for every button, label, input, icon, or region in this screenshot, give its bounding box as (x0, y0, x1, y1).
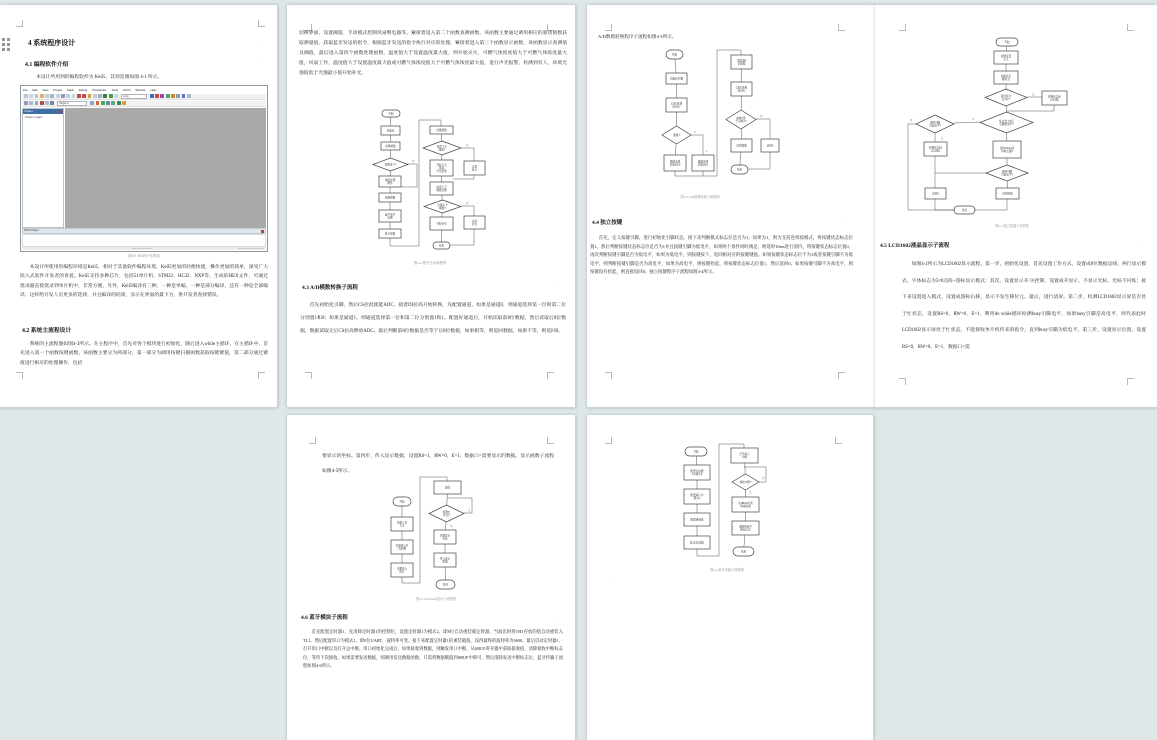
svg-text:配置重装值: 配置重装值 (690, 518, 704, 522)
paragraph: 首先配置定时器1，先清除定时器1的控制位，设置定时器1为模式2，即8位自动重装载定时器，当溢出时将TH1存放的值自动重装入TL1。然后配置串口为模式1，即8位UART，波特率可变。接下来配置定时器1的重装载值，设得最终的波特率为9600。最后启动定时器1，打开串口中断以及打开总中断。串口初始化完成后，如果接收到数据，则触发串口中断，从SBUF寄存器中获取接收值，清除接收中断标志位，等待下次接收。如果需要发送数据，则调用发送数据函数，只需将数据赋值到SBUF中即可，然后清除发送中断标志位，蓝牙传输子流程如图4-6所示。 (303, 629, 563, 669)
svg-text:位为1?: 位为1? (1001, 97, 1011, 101)
figure-caption-4-6: 图4-6 蓝牙传输子流程图 (710, 568, 744, 572)
svg-text:志位置1: 志位置1 (930, 149, 941, 153)
figure-caption-4-2: 图4-2 程序总体流程图 (413, 261, 447, 265)
svg-text:键值处理: 键值处理 (384, 178, 396, 182)
svg-text:结束: 结束 (740, 550, 747, 554)
svg-text:读取前8: 读取前8 (736, 59, 747, 63)
flowchart-bluetooth (678, 440, 778, 562)
text-boundary-mark (1127, 24, 1134, 31)
svg-text:否: 否 (450, 525, 453, 528)
svg-text:位置1和0: 位置1和0 (669, 163, 681, 167)
keil-toolbar-icons (90, 101, 126, 105)
keil-menu-item: Help (150, 88, 157, 92)
keil-menu-item: Edit (32, 88, 38, 92)
keil-toolbar-icons (24, 101, 54, 105)
heading-4-3: 4.3 A/D模数转换子流程 (302, 285, 358, 291)
text-boundary-mark (258, 372, 265, 379)
svg-text:状态?: 状态? (443, 513, 450, 517)
svg-text:打开串口: 打开串口 (739, 452, 750, 456)
svg-text:浓度大于: 浓度大于 (436, 185, 447, 189)
svg-text:放ADC: 放ADC (737, 89, 746, 93)
flowchart-main-program (330, 100, 530, 260)
text-boundary-mark (838, 372, 845, 379)
keil-editor-area (65, 108, 267, 228)
svg-text:按键引脚: 按键引脚 (1001, 170, 1013, 174)
svg-text:查测函数: 查测函数 (384, 196, 396, 200)
svg-text:开始: 开始 (388, 112, 394, 116)
svg-text:初始化引脚: 初始化引脚 (670, 77, 683, 81)
paragraph-mark: · (553, 284, 555, 289)
svg-text:前8位等: 前8位等 (736, 116, 746, 120)
svg-text:开始补光: 开始补光 (436, 222, 447, 226)
svg-text:能ADC: 能ADC (672, 105, 681, 109)
keil-project-panel-header: Project (23, 109, 63, 115)
keil-menu-item: Flash (67, 88, 74, 92)
text-boundary-mark (605, 372, 612, 379)
svg-text:处理函数: 处理函数 (436, 128, 447, 132)
svg-text:模式标志: 模式标志 (1000, 94, 1012, 98)
svg-text:操作: 操作 (387, 181, 393, 185)
heading-4-4: 4.4 独立按键 (592, 220, 623, 226)
svg-text:传入显示: 传入显示 (439, 557, 451, 561)
svg-text:1: 1 (706, 150, 708, 153)
keil-project-tree-item: Project: project (25, 115, 43, 119)
svg-text:结束: 结束 (438, 244, 445, 248)
paragraph-mark: · (259, 60, 261, 65)
paragraph: 首先初始化引脚，然后CS拉低使能ADC，接着DI拉高开始转换，先配置通道，如果是通道0，则通道选择第一位和第二位分别置1和0；如果是通道1，则通道选择第一位和第二位分别置1和1。配置好通道后，开始读取前8位数据，然后读取后8位数据，数据读取完后CS拉高释放ADC。最后判断前8位数据是否等于后8位数据，如果相等，则返回数据，如果不等，则返回0。 (300, 303, 566, 335)
svg-text:阈值处理: 阈值处理 (436, 188, 447, 192)
svg-text:返回数据: 返回数据 (736, 144, 747, 148)
svg-text:通道选择: 通道选择 (669, 160, 681, 164)
svg-text:定义: 定义 (1003, 57, 1009, 61)
svg-text:模式: 模式 (399, 570, 405, 574)
keil-build-output-header: Build Output (22, 228, 266, 234)
svg-text:关闭: 关闭 (471, 219, 478, 223)
svg-text:开始: 开始 (671, 53, 678, 57)
svg-text:志位置1: 志位置1 (1049, 98, 1060, 102)
text-boundary-mark (258, 20, 265, 27)
svg-text:延时10ms消: 延时10ms消 (999, 146, 1015, 150)
svg-text:按键引脚: 按键引脚 (929, 121, 941, 125)
svg-text:否: 否 (910, 119, 913, 122)
flowchart-lcd-display (385, 473, 485, 595)
figure-caption-4-3: 图4-3 A/D数模转换子流程图 (680, 195, 720, 199)
svg-text:断标志位: 断标志位 (740, 528, 751, 532)
svg-text:从SBUF中获: 从SBUF中获 (738, 501, 753, 505)
svg-text:设置显示: 设置显示 (439, 534, 451, 538)
svg-text:风扇: 风扇 (438, 166, 445, 170)
svg-text:配置定时器: 配置定时器 (690, 469, 704, 473)
svg-text:按键变量: 按键变量 (1000, 54, 1012, 58)
svg-text:是: 是 (1032, 93, 1035, 96)
svg-text:返回键值: 返回键值 (1002, 192, 1013, 196)
svg-text:通道?: 通道? (673, 133, 680, 137)
svg-text:初始化: 初始化 (386, 129, 395, 133)
heading-4-6: 4.6 蓝牙模块子流程 (301, 615, 348, 621)
svg-text:设置显示开: 设置显示开 (395, 544, 409, 548)
svg-text:通道选择: 通道选择 (697, 160, 709, 164)
svg-text:模式1: 模式1 (693, 496, 701, 500)
svg-text:结束: 结束 (961, 208, 968, 212)
keil-search-box: mmp (121, 94, 147, 99)
svg-text:开始: 开始 (693, 450, 699, 454)
svg-text:标志位为1且: 标志位为1且 (999, 119, 1014, 123)
svg-text:为高电平?: 为高电平? (929, 124, 941, 128)
svg-text:初始化引: 初始化引 (1000, 74, 1012, 78)
svg-text:按键状态标: 按键状态标 (929, 146, 942, 150)
keil-menu-item: Tools (111, 88, 118, 92)
svg-text:是: 是 (468, 509, 471, 512)
keil-toolbar-1 (22, 94, 266, 101)
svg-text:返回0: 返回0 (766, 144, 774, 148)
svg-text:取接收值: 取接收值 (740, 504, 751, 508)
text-boundary-mark (838, 24, 845, 31)
text-boundary-mark (899, 24, 906, 31)
keil-menu-item: View (42, 88, 49, 92)
paragraph-mark: · (840, 219, 842, 224)
svg-text:是: 是 (749, 491, 752, 494)
svg-text:显示: 显示 (471, 168, 478, 172)
svg-text:阈值?: 阈值? (438, 148, 446, 152)
svg-text:否: 否 (762, 477, 765, 480)
svg-text:否: 否 (412, 160, 415, 163)
svg-text:于后8位?: 于后8位? (735, 119, 747, 123)
svg-text:否: 否 (760, 115, 763, 118)
svg-text:结束: 结束 (442, 583, 449, 587)
svg-text:位数据: 位数据 (737, 62, 746, 66)
keil-menu-item: Debug (78, 88, 88, 92)
svg-text:按键函数: 按键函数 (385, 144, 396, 148)
svg-text:正常: 正常 (471, 165, 478, 169)
svg-text:补光: 补光 (471, 222, 478, 226)
keil-toolbar-2 (22, 101, 266, 108)
keil-menu-item: Peripherals (92, 88, 107, 92)
svg-text:阈值?: 阈值? (439, 206, 446, 210)
svg-text:/关控制: /关控制 (397, 547, 407, 551)
svg-text:按键按下?: 按键按下? (384, 163, 397, 167)
paragraph-mark: · (1140, 242, 1142, 247)
svg-text:CS拉高释: CS拉高释 (735, 86, 748, 90)
svg-text:否: 否 (466, 202, 469, 205)
svg-text:抖标志置0: 抖标志置0 (1001, 149, 1013, 153)
paragraph: 如图4-2所示为LCD1602显示流程，第一步，初始化设置，首先设置工作方式，设置成8位数据总线、两行显示模式、字体标志为5×8点阵+游标显示模式；其次，设置显示开/关控制，设置成开显示、不显示光标、光标不闪烁；接下来设置进入模式，设置成游标右移，显示不发生移位元。最后，进行清屏。第二步，检测LCD1602显示屏是否处于忙状态，设置RS=0，RW=0，E=1，利用do while循环检测busy引脚电平，如果busy引脚是高电平，则代表此时LCD1602显示屏处于忙状态，不能接收单片机传来的指令，直到busy引脚为低电平。第三步，设置显示位置，设置RS=0，RW=0，E=1，数据口=需 (902, 262, 1146, 350)
text-boundary-mark (605, 437, 612, 444)
flowchart-adc (585, 45, 785, 185)
paragraph-mark: · (259, 40, 261, 45)
paragraph: 切换界面、设置阈值、手动模式控制风扇继电器等。紧接着进入第二个函数查测函数，该函数主要通过调用相应的驱动函数获取测量值，获取蓝牙发送的指令，根据蓝牙发送的指令执行对应的处理。紧接着进入第三个函数显示函数，该函数显示查测值及阈值，最后进入第四个函数处理函数，温度值大于设置温度最大值，则开始灭火，可燃气体浓度值大于可燃气体浓度最大值，风扇工作，温度值大于设置温度最大值或可燃气体浓度值大于可燃气体浓度最大值，进行声光报警，检测到有人，环境光强值低于光强最小值开始补光。 (299, 31, 567, 76)
paragraph: 本设计所使用的编程环境是Keil5，相对于其他软件编程环境，Keil5更加的轻便快捷，操作更加的简单，深受广大嵌入式软件开发者的喜爱。Keil5支持多种芯片，包括51单片机、STM32、HC32、NXP等，生成的HEX文件，可通过烧录器直接烧录到单片机中，非常方便。另外，Keil5编译有三种，一种是单编，一种是部分编译，还有一种是全部编译，这样给开发人员更多的选择，并且编译的结果，显示在界面的最下方，供开发者查找错误。 (20, 265, 268, 298)
svg-text:返回0: 返回0 (932, 192, 939, 196)
flowchart-key-scan (900, 33, 1140, 218)
svg-text:显示函数: 显示函数 (384, 232, 396, 236)
text-boundary-mark (547, 437, 554, 444)
svg-text:否: 否 (466, 144, 469, 147)
svg-text:引脚低电平?: 引脚低电平? (999, 122, 1014, 126)
figure-caption-4-5: 图4-5 LCD1602显示子流程图 (415, 597, 457, 601)
paragraph: 首先，定义按键引脚，进行初始化引脚状态。接下来判断模式标志位是否为1，如果为1，则为支持连续按模式，将按键状态标志位置1。然后判断按键状态标志位是否为1并且按键引脚为低电平，如果两个条件同时满足，则延时10ms进行消抖，将按键状态标志位置0。再次判断按键引脚是否为低电平，如果为低电平，则按键按下，返回相对应的按键键值。如果按键状态标志位不为1或者按键引脚不为低电平，则判断按键引脚是否为高电平，如果为高电平，则按键抬起，将按键状态标志位置1，然后返回0。如果按键引脚不为高电平，则按键没有抬起，则直接返回0。独立按键程序子流程如图4-4所示。 (590, 235, 853, 275)
drag-handle-icon[interactable] (2, 38, 13, 53)
paragraph-mark: · (615, 575, 617, 580)
svg-text:配置串口为: 配置串口为 (690, 493, 704, 497)
heading-4-5: 4.5 LCD1602液晶显示子流程 (880, 243, 950, 249)
heading-4-2: 4.2 系统主流程设计 (22, 328, 72, 334)
svg-text:按键状态标: 按键状态标 (1048, 95, 1061, 99)
text-boundary-mark (16, 20, 23, 27)
svg-text:处理: 处理 (387, 216, 393, 220)
paragraph: 系统的主流程图如图4-3所示。在主程序中，首先对各个模块进行初始化，随后进入while主循环，在主循环中，首先进入第一个函数按键函数，该函数主要分为两部分，第一部分为调用按键扫描函数获取按键键值，第二部分通过键值进行相应的处理操作，包括 (20, 342, 268, 366)
svg-text:光强小于: 光强小于 (437, 203, 448, 207)
text-boundary-mark (605, 24, 612, 31)
keil-screenshot (20, 85, 268, 252)
svg-text:方式: 方式 (399, 524, 405, 528)
text-boundary-mark (16, 372, 23, 379)
svg-text:开始灭火: 开始灭火 (436, 164, 447, 167)
close-icon (59, 110, 62, 113)
figure-caption-4-1: 图4-1 Keil5开发界面 (128, 254, 160, 258)
paragraph: 要显示的坐标。第四步，传入显示数据，设置RS=1，RW=0，E=1，数据口=需要显示的数据。显示函数子流程如图4-5所示。 (322, 454, 554, 475)
keil-toolbar-icons (150, 94, 191, 98)
keil-menu-item: File (23, 88, 28, 92)
heading-4: 4 系统程序设计 (28, 39, 76, 47)
svg-text:启动定时器1: 启动定时器1 (689, 541, 705, 545)
svg-text:0: 0 (694, 131, 696, 134)
keil-status-bar (22, 246, 266, 251)
svg-text:为低电平?: 为低电平? (1001, 173, 1013, 177)
svg-text:结束: 结束 (736, 168, 743, 172)
svg-text:否: 否 (972, 118, 975, 121)
keil-menu-item: Project (53, 88, 63, 92)
keil-menu-item: SVCS (122, 88, 131, 92)
svg-text:蓝牙指令: 蓝牙指令 (384, 213, 396, 217)
svg-text:清屏: 清屏 (444, 486, 451, 490)
svg-text:位置1和1: 位置1和1 (697, 163, 709, 167)
keil-target-select: Target 1 (57, 101, 87, 106)
svg-text:坐标: 坐标 (442, 537, 448, 541)
keil-menu-bar (23, 87, 265, 93)
svg-text:清除接收中: 清除接收中 (739, 525, 752, 529)
keil-menu-item: Window (135, 88, 146, 92)
paragraph: 本设计所用到的编程软件为 Keil5，其预览图如图 4-1 所示。 (36, 75, 163, 80)
svg-text:设置工作: 设置工作 (396, 521, 408, 525)
text-boundary-mark (835, 437, 842, 444)
paragraph-mark: · (555, 614, 557, 619)
svg-text:检测忙: 检测忙 (442, 510, 451, 514)
svg-text:开始: 开始 (399, 500, 405, 504)
svg-text:声光报警: 声光报警 (436, 169, 447, 173)
svg-text:设置进入: 设置进入 (396, 567, 408, 571)
svg-text:接收中断?: 接收中断? (739, 480, 752, 484)
svg-text:1为模式2: 1为模式2 (691, 472, 703, 476)
svg-text:开始: 开始 (1004, 40, 1010, 44)
svg-text:CS拉低使: CS拉低使 (670, 102, 683, 106)
svg-text:数据: 数据 (442, 560, 448, 564)
svg-text:中断: 中断 (741, 455, 748, 459)
figure-caption-4-4: 图4-4 独立按键子流程图 (995, 224, 1029, 228)
svg-text:是: 是 (941, 137, 944, 140)
paragraph: A/D数模转换程序子流程如图4-3所示。 (598, 34, 677, 39)
keil-toolbar-icons (24, 94, 118, 98)
heading-4-1: 4.1 编程软件介绍 (25, 62, 69, 68)
text-boundary-mark (309, 437, 316, 444)
svg-text:温度大于: 温度大于 (436, 145, 448, 149)
svg-text:脚状态: 脚状态 (1002, 77, 1010, 81)
keil-project-panel (22, 108, 64, 228)
